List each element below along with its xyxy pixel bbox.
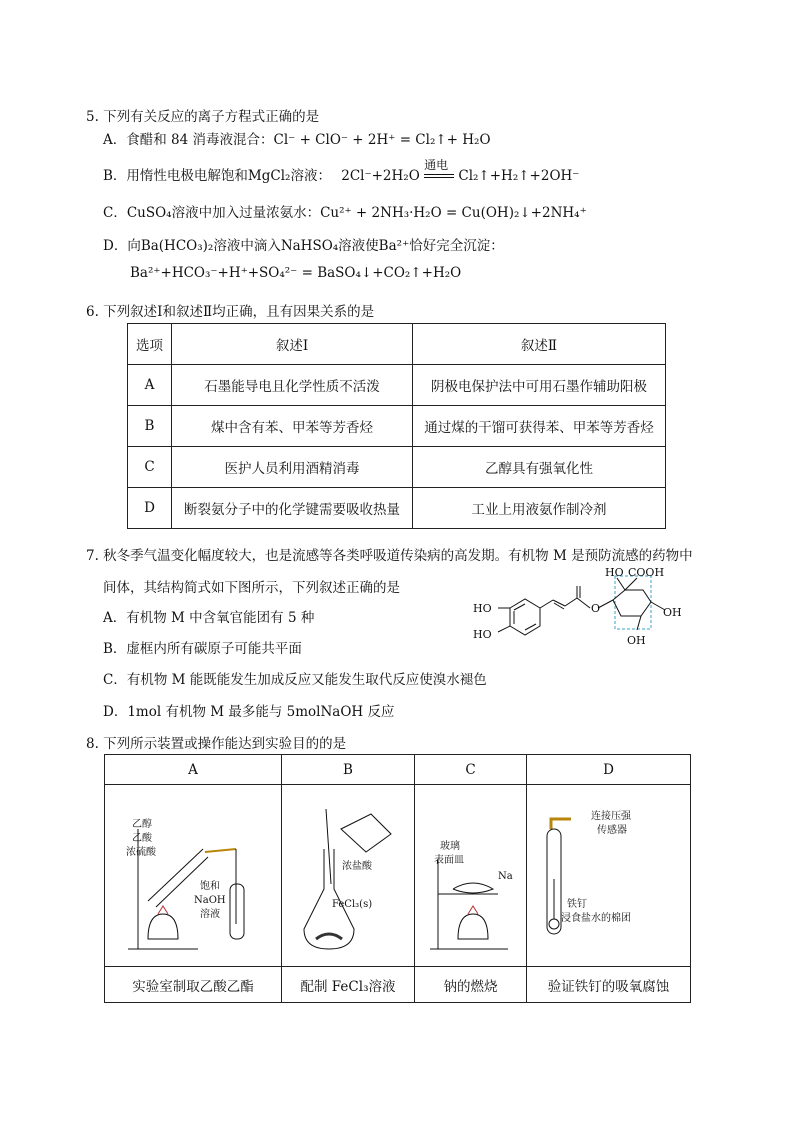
label-cotton: 浸食盐水的棉团 [560,912,631,924]
apparatus-b [282,785,415,967]
caption-row [105,967,691,1003]
cell: D [128,488,172,529]
apparatus-c [415,785,527,967]
table-row [128,488,666,529]
cell: 煤中含有苯、甲苯等芳香烃 [172,406,413,447]
label-o: O [591,602,601,615]
label-ho-3: HO [605,566,624,579]
cell: 石墨能导电且化学性质不活泼 [172,365,413,406]
q5-option-d: D．向Ba(HCO₃)₂溶液中滴入NaHSO₄溶液使Ba²⁺恰好完全沉淀： [103,238,504,254]
label-sensor: 传感器 [596,824,627,836]
cell: 断裂氨分子中的化学键需要吸收热量 [172,488,413,529]
caption-b: 配制 FeCl₃溶液 [282,967,415,1003]
table-header-row [128,324,666,365]
label-ho-1: HO [473,602,492,615]
apparatus-row [105,785,691,967]
header-b: B [282,755,415,785]
label-acetic-acid: 乙酸 [132,832,152,844]
label-glass: 玻璃 [440,840,460,852]
apparatus-a [105,785,282,967]
q6-table [127,323,666,529]
q5-stem: 5. 下列有关反应的离子方程式正确的是 [86,109,320,125]
cell: 医护人员利用酒精消毒 [172,447,413,488]
label-fecl3: FeCl₃(s) [331,898,372,910]
q5-option-c: C．CuSO₄溶液中加入过量浓氨水：Cu²⁺ + 2NH₃·H₂O = Cu(OH)₂↓+2NH₄⁺ [103,205,587,221]
label-iron-nail: 铁钉 [566,898,587,910]
apparatus-d [527,785,691,967]
q7-stem-1: 7. 秋冬季气温变化幅度较大，也是流感等各类呼吸道传染病的高发期。有机物 M 是预防流感的药物中 [86,548,693,564]
label-ho-2: HO [473,628,492,641]
q6-stem: 6. 下列叙述Ⅰ和叙述Ⅱ均正确，且有因果关系的是 [86,304,375,320]
table-row [128,406,666,447]
header-a: A [105,755,282,785]
label-conc-h2so4: 浓硫酸 [126,846,156,858]
q7-option-d: D．1mol 有机物 M 最多能与 5molNaOH 反应 [103,704,395,720]
header-statement-1: 叙述Ⅰ [172,324,413,365]
q5-option-d-eq: Ba²⁺+HCO₃⁻+H⁺+SO₄²⁻ = BaSO₄↓+CO₂↑+H₂O [130,265,462,281]
header-statement-2: 叙述Ⅱ [413,324,666,365]
caption-c: 钠的燃烧 [415,967,527,1003]
cell: 工业上用液氨作制冷剂 [413,488,666,529]
cell: B [128,406,172,447]
q5-b-eq2: Cl₂↑+H₂↑+2OH⁻ [458,168,580,184]
q5-b-eq: 2Cl⁻+2H₂O [341,168,420,184]
q5-b-arrow [424,158,454,180]
label-naoh: NaOH [194,894,226,906]
cell: A [128,365,172,406]
caption-d: 验证铁钉的吸氧腐蚀 [527,967,691,1003]
cell: 通过煤的干馏可获得苯、甲苯等芳香烃 [413,406,666,447]
table-header-row [105,755,691,785]
label-solution: 溶液 [200,908,220,920]
q7-option-a: A．有机物 M 中含氧官能团有 5 种 [103,610,315,626]
q5-b-prefix: B．用惰性电极电解饱和MgCl₂溶液： [103,168,331,184]
q7-option-b: B．虚框内所有碳原子可能共平面 [103,641,302,657]
q8-table [104,754,691,1003]
label-saturated: 饱和 [200,880,220,892]
cell: C [128,447,172,488]
label-oh-1: OH [663,606,682,619]
label-cooh: COOH [628,566,665,579]
q7-option-c: C．有机物 M 能既能发生加成反应又能发生取代反应使溴水褪色 [103,672,487,688]
header-d: D [527,755,691,785]
q7-stem-2: 间体，其结构简式如下图所示，下列叙述正确的是 [103,580,400,596]
label-ethanol: 乙醇 [132,818,152,830]
header-c: C [415,755,527,785]
cell: 阴极电保护法中可用石墨作辅助阳极 [413,365,666,406]
label-na: Na [498,870,513,882]
q5-b-condition: 通电 [424,158,449,172]
caption-a: 实验室制取乙酸乙酯 [105,967,282,1003]
label-conc-hcl: 浓盐酸 [341,860,372,872]
table-row [128,447,666,488]
cell: 乙醇具有强氧化性 [413,447,666,488]
label-connect: 连接压强 [590,810,631,822]
q5-option-b [103,158,580,184]
label-watch-glass: 表面皿 [434,854,464,866]
q8-stem: 8. 下列所示装置或操作能达到实验目的的是 [86,736,347,752]
table-row [128,365,666,406]
header-option: 选项 [128,324,172,365]
label-oh-2: OH [627,634,646,647]
q5-option-a: A．食醋和 84 消毒液混合：Cl⁻ + ClO⁻ + 2H⁺ = Cl₂↑+ H₂O [103,132,491,148]
molecule-structure [465,560,695,655]
